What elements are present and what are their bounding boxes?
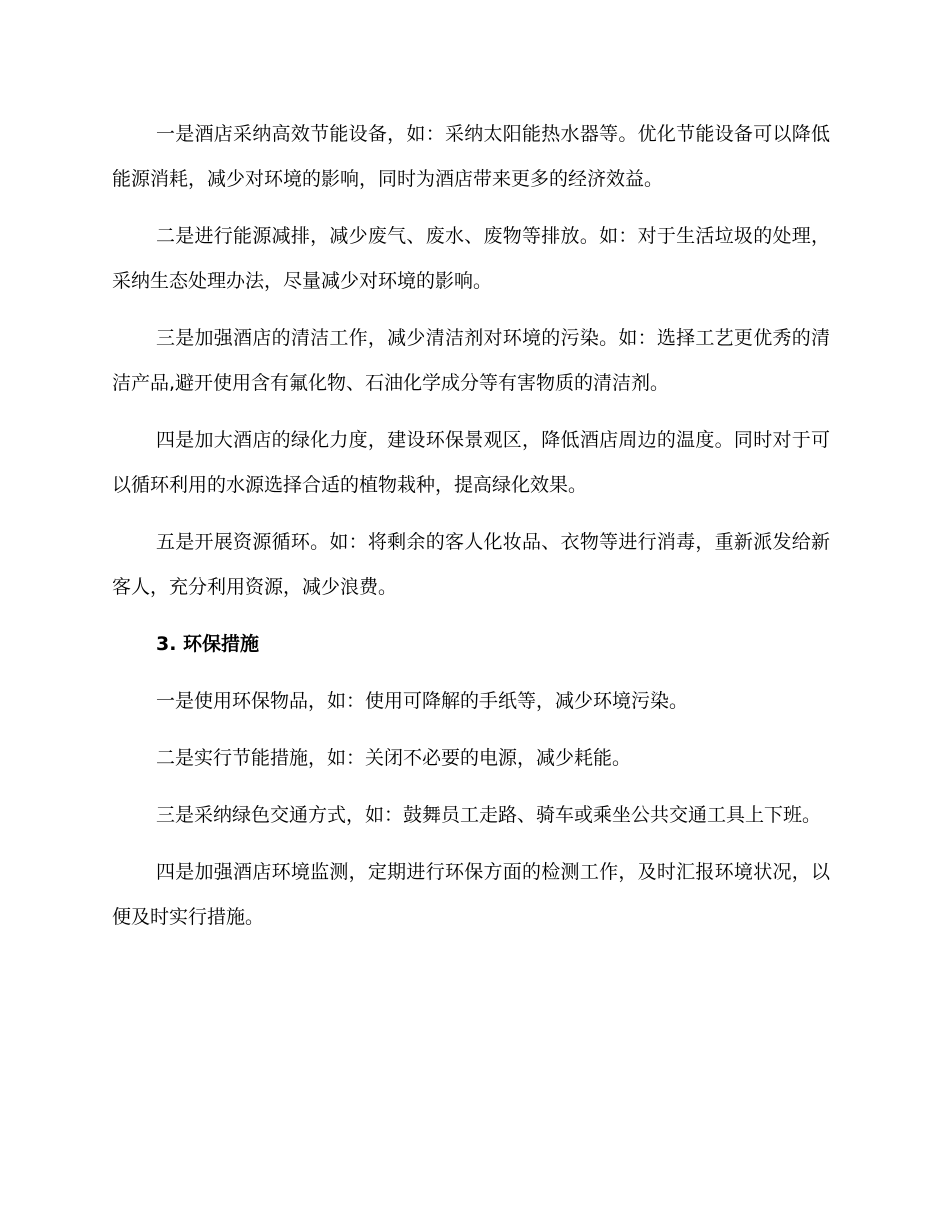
paragraph-resource-recycling: 五是开展资源循环。如：将剩余的客人化妆品、衣物等进行消毒，重新派发给新客人，充分利用资源，减少浪费。 [112, 531, 830, 598]
paragraph-cleaning-work: 三是加强酒店的清洁工作，减少清洁剂对环境的污染。如：选择工艺更优秀的清洁产品,避开使用含有氟化物、石油化学成分等有害物质的清洁剂。 [112, 327, 830, 394]
paragraph-emission-reduction: 二是进行能源减排，减少废气、废水、废物等排放。如：对于生活垃圾的处理，采纳生态处理办法，尽量减少对环境的影响。 [112, 225, 830, 292]
paragraph-energy-measures: 二是实行节能措施，如：关闭不必要的电源，减少耗能。 [156, 747, 632, 769]
paragraph-energy-saving-equipment: 一是酒店采纳高效节能设备，如：采纳太阳能热水器等。优化节能设备可以降低能源消耗，减少对环境的影响，同时为酒店带来更多的经济效益。 [112, 123, 830, 190]
section-heading: 3. 环保措施 [156, 633, 260, 655]
paragraph-green-transport: 三是采纳绿色交通方式，如：鼓舞员工走路、骑车或乘坐公共交通工具上下班。 [156, 804, 822, 826]
paragraph-eco-products: 一是使用环保物品，如：使用可降解的手纸等，减少环境污染。 [156, 690, 689, 712]
paragraph-greening: 四是加大酒店的绿化力度，建设环保景观区，降低酒店周边的温度。同时对于可以循环利用的水源选择合适的植物栽种，提高绿化效果。 [112, 429, 830, 496]
document-page [112, 112, 830, 952]
paragraph-environment-monitoring: 四是加强酒店环境监测，定期进行环保方面的检测工作，及时汇报环境状况，以便及时实行措施。 [112, 861, 830, 928]
